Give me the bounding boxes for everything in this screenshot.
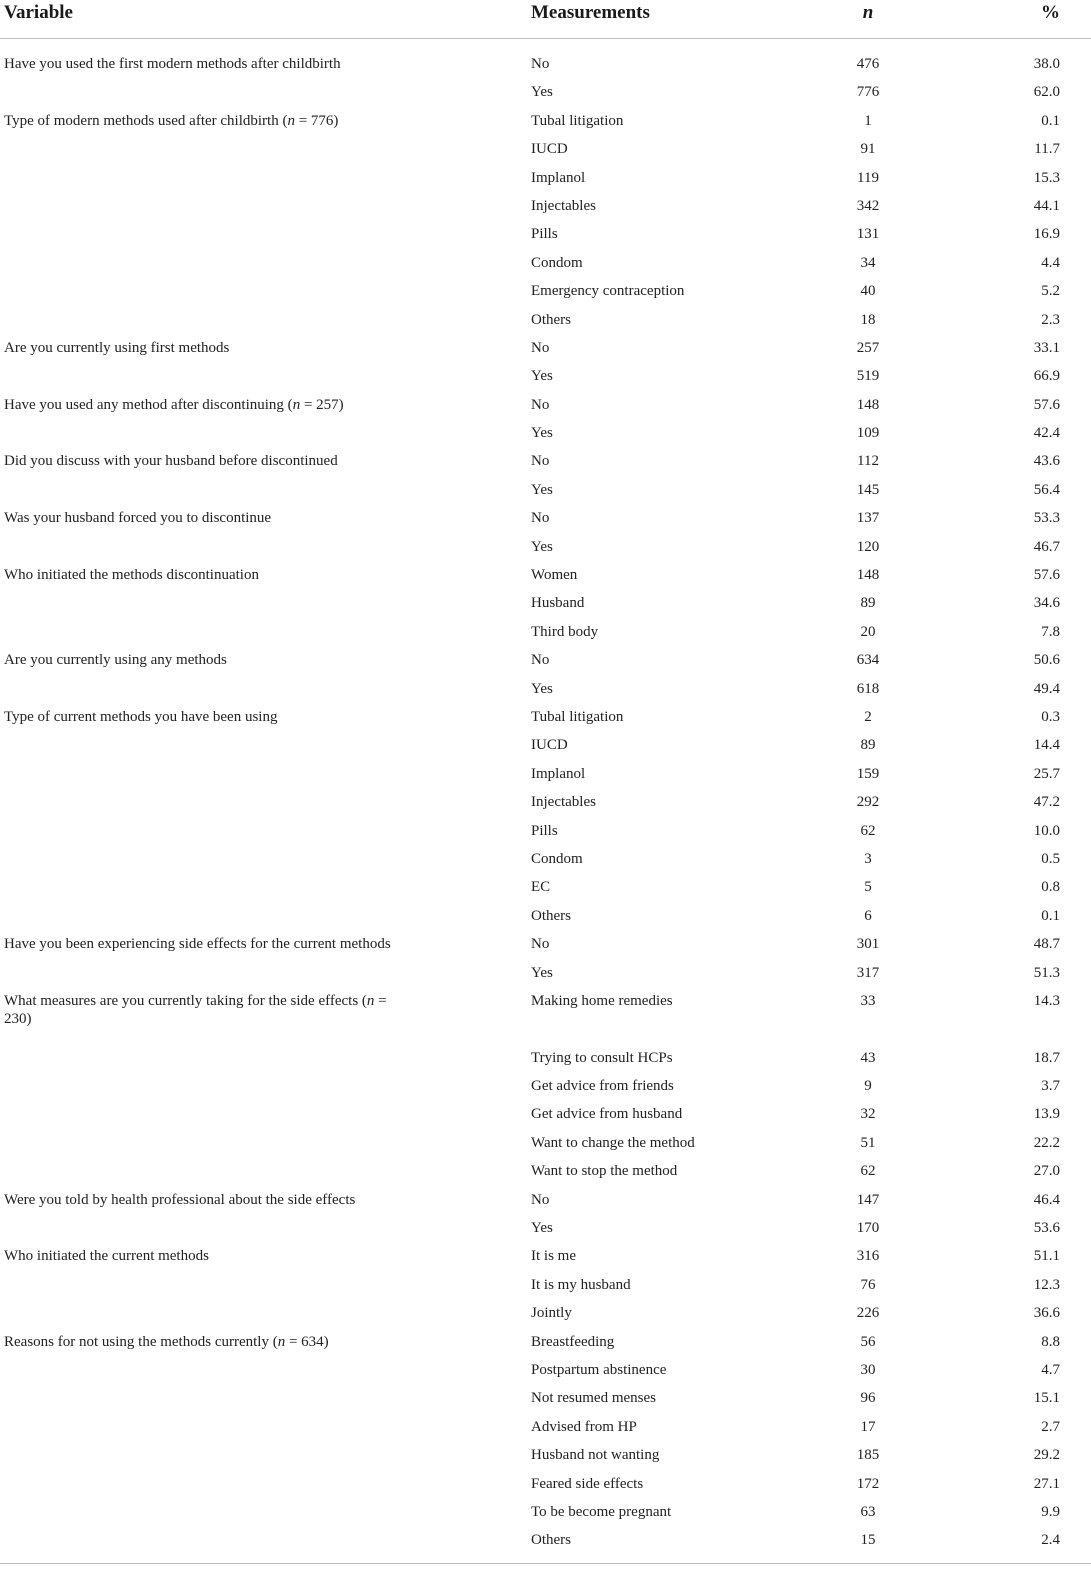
measurement-cell: Postpartum abstinence (531, 1361, 667, 1378)
measurement-cell: Injectables (531, 794, 596, 811)
table-row (0, 834, 1091, 867)
n-cell: 15 (860, 1532, 876, 1549)
table-row (0, 1089, 1091, 1123)
percent-cell: 13.9 (1033, 1106, 1060, 1123)
variable-n-value: = 230) (4, 992, 387, 1027)
percent-cell: 38.0 (1033, 56, 1060, 72)
measurement-cell: Others (531, 311, 571, 328)
header-percent: % (1041, 2, 1060, 23)
measurement-cell: Feared side effects (531, 1475, 644, 1492)
n-cell: 476 (856, 56, 880, 72)
table-row (0, 209, 1091, 243)
measurement-cell: Third body (531, 623, 599, 640)
n-cell: 185 (856, 1447, 880, 1464)
header-variable: Variable (4, 2, 73, 23)
measurement-cell: Yes (531, 964, 553, 981)
measurement-cell: Yes (531, 84, 553, 101)
table-row (0, 550, 1091, 584)
percent-cell: 16.9 (1033, 226, 1060, 243)
n-cell: 634 (856, 652, 880, 669)
n-cell: 56 (860, 1333, 876, 1350)
variable-n-symbol: n (287, 112, 295, 129)
n-cell: 119 (857, 169, 879, 186)
table-row (0, 635, 1091, 669)
variable-cell (4, 992, 414, 1028)
measurement-cell: Breastfeeding (531, 1333, 615, 1350)
measurement-cell: Husband (531, 595, 585, 612)
table-row (0, 1260, 1091, 1293)
measurement-cell: No (531, 936, 550, 953)
percent-cell: 0.1 (1041, 907, 1060, 924)
n-cell: 96 (860, 1390, 876, 1407)
n-cell: 18 (860, 311, 876, 328)
n-cell: 145 (856, 481, 880, 498)
percent-cell: 51.1 (1033, 1248, 1060, 1265)
table-row (0, 1373, 1091, 1407)
table-row (0, 806, 1091, 839)
measurement-cell: No (531, 453, 550, 470)
table-row (0, 323, 1091, 356)
percent-cell: 9.9 (1041, 1503, 1060, 1520)
n-cell: 120 (856, 538, 880, 555)
percent-cell: 29.2 (1033, 1447, 1060, 1464)
measurement-cell: No (531, 652, 550, 669)
measurement-cell: Jointly (531, 1305, 572, 1322)
table-row (0, 1402, 1091, 1435)
variable-n-value: = 634) (285, 1333, 329, 1350)
table-row (0, 1118, 1091, 1151)
percent-cell: 42.4 (1033, 425, 1060, 442)
n-cell: 301 (856, 936, 880, 953)
variable-text: Who initiated the current methods (4, 1248, 209, 1265)
variable-text: Type of modern methods used after childbirth ( (4, 112, 288, 129)
table-row (0, 408, 1091, 442)
table-row (0, 1033, 1091, 1066)
variable-text: Have you been experiencing side effects for the current methods (4, 936, 391, 953)
n-cell: 89 (860, 595, 876, 612)
percent-cell: 51.3 (1033, 964, 1060, 981)
variable-text: What measures are you currently taking for the side effects ( (4, 992, 367, 1009)
n-cell: 112 (857, 453, 879, 470)
percent-cell: 15.3 (1033, 169, 1060, 186)
measurement-cell: To be become pregnant (531, 1503, 672, 1520)
variable-n-value: = 776) (294, 112, 339, 129)
measurement-cell: Condom (531, 254, 583, 271)
table-row (0, 777, 1091, 811)
percent-cell: 0.8 (1041, 879, 1060, 896)
variable-text: Did you discuss with your husband before discontinued (4, 453, 338, 470)
n-cell: 62 (860, 1163, 876, 1180)
percent-cell: 11.7 (1034, 141, 1060, 158)
n-cell: 5 (864, 879, 872, 896)
variable-n-value: = 257) (300, 396, 344, 413)
measurement-cell: Condom (531, 850, 583, 867)
n-cell: 170 (856, 1220, 880, 1237)
variable-n-symbol: n (366, 992, 375, 1009)
n-cell: 91 (860, 141, 876, 158)
percent-cell: 10.0 (1033, 822, 1060, 839)
measurement-cell: Injectables (531, 197, 596, 214)
n-cell: 226 (856, 1305, 880, 1322)
n-cell: 316 (856, 1248, 880, 1265)
table-row (0, 96, 1091, 129)
percent-cell: 47.2 (1033, 794, 1060, 811)
table-row (0, 948, 1091, 981)
table-row (0, 351, 1091, 385)
table-row (0, 919, 1091, 953)
table-row (0, 181, 1091, 214)
n-cell: 40 (860, 283, 876, 300)
measurement-cell: Yes (531, 1220, 553, 1237)
table-row (0, 749, 1091, 782)
measurement-cell: Yes (531, 368, 553, 385)
table-row (0, 67, 1091, 101)
variable-text: Type of current methods you have been using (4, 708, 278, 725)
percent-cell: 15.1 (1033, 1390, 1060, 1407)
table-row (0, 1317, 1091, 1350)
n-cell: 2 (864, 708, 872, 725)
percent-cell: 7.8 (1041, 623, 1060, 640)
n-cell: 618 (856, 680, 880, 697)
percent-cell: 36.6 (1033, 1305, 1060, 1322)
table-row (0, 1288, 1091, 1322)
table-row (0, 1430, 1091, 1464)
n-cell: 148 (856, 396, 880, 413)
n-cell: 9 (864, 1078, 872, 1095)
n-cell: 342 (856, 197, 880, 214)
percent-cell: 3.7 (1041, 1078, 1060, 1095)
measurement-cell: Women (531, 567, 578, 584)
table-row (0, 607, 1091, 640)
n-cell: 20 (860, 623, 876, 640)
percent-cell: 33.1 (1033, 339, 1060, 356)
percent-cell: 14.3 (1033, 992, 1060, 1009)
measurement-cell: Emergency contraception (531, 283, 685, 300)
n-cell: 159 (856, 765, 880, 782)
variable-text: Were you told by health professional about the side effects (4, 1191, 356, 1208)
table-row (0, 436, 1091, 470)
bottom-rule (0, 1563, 1091, 1564)
percent-cell: 27.1 (1033, 1475, 1060, 1492)
percent-cell: 5.2 (1041, 283, 1060, 300)
measurement-cell: IUCD (531, 737, 568, 754)
table-row (0, 1061, 1091, 1095)
measurement-cell: Pills (531, 226, 558, 243)
percent-cell: 57.6 (1033, 396, 1060, 413)
percent-cell: 34.6 (1033, 595, 1060, 612)
percent-cell: 0.3 (1041, 708, 1060, 725)
table-header: Variable Measurements n % (0, 0, 1091, 39)
table-row (0, 891, 1091, 924)
n-cell: 76 (860, 1276, 876, 1293)
measurement-cell: Pills (531, 822, 558, 839)
table-row (0, 692, 1091, 725)
n-cell: 51 (860, 1134, 876, 1151)
n-cell: 137 (856, 510, 880, 527)
n-cell: 109 (856, 425, 880, 442)
table-body (0, 39, 1091, 1549)
n-cell: 34 (860, 254, 876, 271)
percent-cell: 57.6 (1033, 567, 1060, 584)
percent-cell: 48.7 (1033, 936, 1060, 953)
measurement-cell: Yes (531, 538, 553, 555)
percent-cell: 4.7 (1041, 1361, 1060, 1378)
table-row (0, 1146, 1091, 1180)
measurement-cell: It is my husband (531, 1276, 631, 1293)
variable-text: Are you currently using any methods (4, 652, 227, 669)
table-row (0, 124, 1091, 158)
measurement-cell: IUCD (531, 141, 568, 158)
n-cell: 147 (856, 1191, 880, 1208)
header-measurements: Measurements (531, 2, 650, 23)
n-cell: 30 (860, 1361, 876, 1378)
table-row (0, 238, 1091, 271)
percent-cell: 8.8 (1041, 1333, 1060, 1350)
table-row (0, 465, 1091, 498)
measurement-cell: Trying to consult HCPs (531, 1049, 673, 1066)
n-cell: 292 (856, 794, 880, 811)
table-row (0, 1459, 1091, 1492)
table-row (0, 1487, 1091, 1520)
n-cell: 519 (856, 368, 880, 385)
percent-cell: 22.2 (1033, 1134, 1060, 1151)
measurement-cell: No (531, 339, 550, 356)
table-row (0, 720, 1091, 754)
measurement-cell: EC (531, 879, 551, 896)
variable-n-symbol: n (277, 1333, 286, 1350)
variable-text: Reasons for not using the methods currently ( (4, 1333, 278, 1350)
n-cell: 89 (860, 737, 876, 754)
percent-cell: 46.7 (1033, 538, 1060, 555)
table-row (0, 862, 1091, 896)
percent-cell: 14.4 (1033, 737, 1060, 754)
percent-cell: 49.4 (1033, 680, 1060, 697)
percent-cell: 4.4 (1041, 254, 1060, 271)
table-row (0, 295, 1091, 328)
table-row (0, 380, 1091, 413)
percent-cell: 66.9 (1033, 368, 1060, 385)
measurement-cell: Implanol (531, 765, 586, 782)
measurement-cell: It is me (531, 1248, 576, 1265)
table-row (0, 1203, 1091, 1237)
percent-cell: 12.3 (1033, 1276, 1060, 1293)
measurement-cell: Get advice from friends (531, 1078, 674, 1095)
n-cell: 131 (856, 226, 880, 243)
measurement-cell: Yes (531, 425, 553, 442)
percent-cell: 0.1 (1041, 112, 1060, 129)
n-cell: 33 (860, 992, 876, 1009)
table-row (0, 522, 1091, 555)
variable-text: Have you used any method after discontinuing ( (4, 396, 293, 413)
measurement-cell: Tubal litigation (531, 708, 624, 725)
percent-cell: 50.6 (1033, 652, 1060, 669)
measurement-cell: No (531, 1191, 550, 1208)
n-cell: 17 (860, 1418, 876, 1435)
table-row (0, 976, 1091, 1033)
variable-text: Was your husband forced you to discontinue (4, 510, 272, 527)
percent-cell: 62.0 (1033, 84, 1060, 101)
percent-cell: 0.5 (1041, 850, 1060, 867)
measurement-cell: Get advice from husband (531, 1106, 683, 1123)
measurement-cell: Making home remedies (531, 992, 673, 1009)
measurement-cell: No (531, 56, 550, 72)
n-cell: 32 (860, 1106, 876, 1123)
n-cell: 172 (856, 1475, 880, 1492)
percent-cell: 53.6 (1033, 1220, 1060, 1237)
n-cell: 317 (856, 964, 880, 981)
measurement-cell: Yes (531, 481, 553, 498)
n-cell: 62 (860, 822, 876, 839)
measurement-cell: Others (531, 1532, 571, 1549)
table-row (0, 1345, 1091, 1378)
measurement-cell: No (531, 396, 550, 413)
table-row (0, 493, 1091, 527)
percent-cell: 2.3 (1041, 311, 1060, 328)
percent-cell: 18.7 (1033, 1049, 1060, 1066)
variable-n-symbol: n (292, 396, 301, 413)
n-cell: 43 (860, 1049, 876, 1066)
table-row (0, 266, 1091, 300)
n-cell: 148 (856, 567, 880, 584)
percent-cell: 2.4 (1041, 1532, 1060, 1549)
table-row (0, 39, 1091, 72)
percent-cell: 44.1 (1033, 197, 1060, 214)
table-row (0, 578, 1091, 612)
measurement-cell: Not resumed menses (531, 1390, 656, 1407)
measurement-cell: Advised from HP (531, 1418, 637, 1435)
measurement-cell: Husband not wanting (531, 1447, 660, 1464)
percent-cell: 43.6 (1033, 453, 1060, 470)
table-row (0, 1231, 1091, 1265)
n-cell: 6 (864, 907, 872, 924)
variable-text: Are you currently using first methods (4, 339, 230, 356)
measurement-cell: Want to change the method (531, 1134, 695, 1151)
n-cell: 3 (864, 850, 872, 867)
n-cell: 1 (864, 112, 872, 129)
percent-cell: 27.0 (1033, 1163, 1060, 1180)
percent-cell: 25.7 (1033, 765, 1060, 782)
n-cell: 776 (856, 84, 880, 101)
measurement-cell: Yes (531, 680, 553, 697)
measurement-cell: Others (531, 907, 571, 924)
percent-cell: 46.4 (1033, 1191, 1060, 1208)
table-row (0, 1515, 1091, 1549)
n-cell: 257 (856, 339, 880, 356)
measurement-cell: No (531, 510, 550, 527)
percent-cell: 53.3 (1033, 510, 1060, 527)
measurement-cell: Want to stop the method (531, 1163, 678, 1180)
table-row (0, 153, 1091, 186)
measurement-cell: Tubal litigation (531, 112, 624, 129)
table-row (0, 664, 1091, 697)
table-row (0, 1175, 1091, 1208)
percent-cell: 2.7 (1041, 1418, 1060, 1435)
measurement-cell: Implanol (531, 169, 586, 186)
n-cell: 63 (860, 1503, 876, 1520)
variable-text: Who initiated the methods discontinuation (4, 567, 259, 584)
variable-text: Have you used the first modern methods after childbirth (4, 56, 341, 72)
percent-cell: 56.4 (1033, 481, 1060, 498)
